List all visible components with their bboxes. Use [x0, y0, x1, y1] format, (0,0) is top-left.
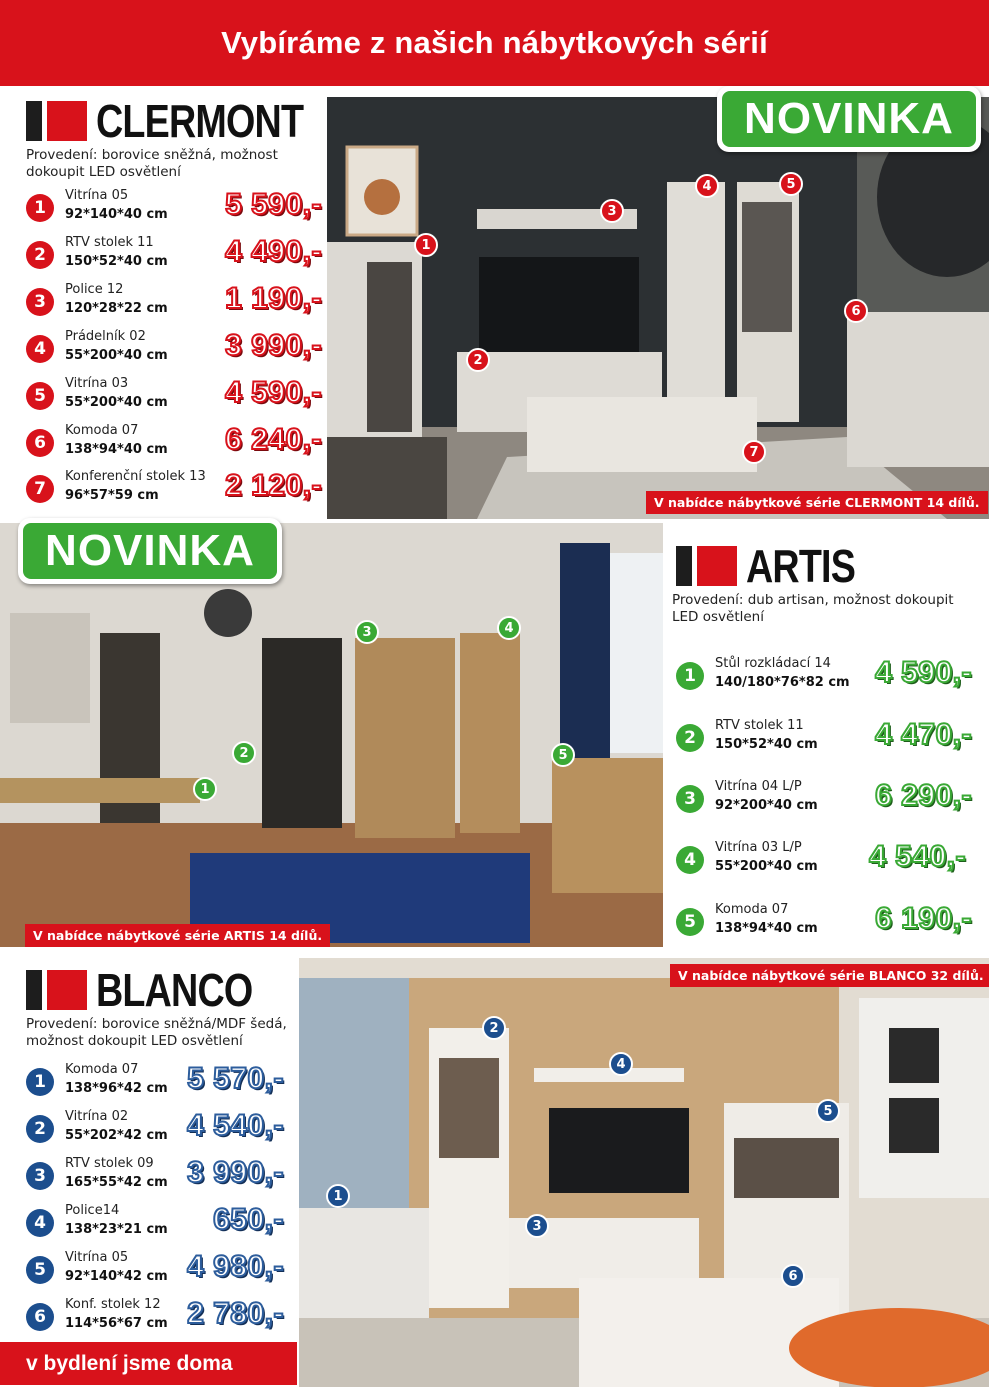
clermont-room-photo — [327, 97, 989, 519]
item-number: 6 — [26, 429, 54, 457]
item-dimensions: 150*52*40 cm — [65, 254, 168, 269]
blanco-logo — [26, 964, 287, 1016]
artis-description: Provedení: dub artisan, možnost dokoupit LED osvětlení — [672, 592, 954, 625]
list-item — [26, 469, 322, 513]
item-name: RTV stolek 09 — [65, 1156, 154, 1171]
item-name: Vitrína 03 — [65, 376, 129, 391]
item-number: 3 — [676, 785, 704, 813]
item-name: RTV stolek 11 — [715, 718, 804, 733]
list-item — [676, 718, 972, 762]
item-name: Vitrína 05 — [65, 188, 129, 203]
item-price: 5 590,- — [225, 188, 322, 221]
item-name: RTV stolek 11 — [65, 235, 154, 250]
novinka-label: NOVINKA — [722, 91, 976, 147]
item-price: 4 590,- — [875, 656, 972, 689]
item-dimensions: 138*96*42 cm — [65, 1081, 168, 1096]
photo-marker: 3 — [525, 1214, 549, 1238]
list-item — [26, 1062, 284, 1106]
item-dimensions: 138*23*21 cm — [65, 1222, 168, 1237]
artis-title: ARTIS — [746, 540, 856, 592]
photo-marker: 1 — [326, 1184, 350, 1208]
item-price: 650,- — [213, 1203, 284, 1236]
item-price: 6 240,- — [225, 423, 322, 456]
item-number: 2 — [26, 241, 54, 269]
page-title: Vybíráme z našich nábytkových sérií — [221, 25, 768, 60]
item-dimensions: 114*56*67 cm — [65, 1316, 168, 1331]
list-item — [26, 329, 322, 373]
item-dimensions: 138*94*40 cm — [65, 442, 168, 457]
item-price: 6 190,- — [875, 902, 972, 935]
item-price: 2 120,- — [225, 469, 322, 502]
item-dimensions: 55*202*42 cm — [65, 1128, 168, 1143]
list-item — [26, 376, 322, 420]
item-name: Police 12 — [65, 282, 124, 297]
item-name: Konferenční stolek 13 — [65, 469, 206, 484]
photo-marker: 4 — [609, 1052, 633, 1076]
item-name: Vitrína 05 — [65, 1250, 129, 1265]
item-dimensions: 150*52*40 cm — [715, 737, 818, 752]
clermont-room-illustration — [327, 97, 989, 519]
artis-novinka-badge — [18, 518, 282, 584]
blanco-description: Provedení: borovice sněžná/MDF šedá, možnost dokoupit LED osvětlení — [26, 1016, 287, 1049]
item-number: 5 — [676, 908, 704, 936]
photo-marker: 5 — [779, 172, 803, 196]
footer-slogan: v bydlení jsme doma — [26, 1351, 233, 1375]
list-item — [26, 1156, 284, 1200]
photo-marker: 2 — [232, 741, 256, 765]
list-item — [26, 1250, 284, 1294]
photo-marker: 5 — [816, 1099, 840, 1123]
item-price: 5 570,- — [187, 1062, 284, 1095]
item-name: Komoda 07 — [65, 423, 139, 438]
list-item — [26, 1109, 284, 1153]
item-price: 2 780,- — [187, 1297, 284, 1330]
list-item — [676, 902, 972, 946]
clermont-caption: V nabídce nábytkové série CLERMONT 14 dílů. — [646, 491, 988, 514]
artis-logo — [676, 540, 879, 592]
item-number: 1 — [676, 662, 704, 690]
item-number: 4 — [26, 1209, 54, 1237]
item-number: 4 — [26, 335, 54, 363]
list-item — [26, 282, 322, 326]
item-dimensions: 120*28*22 cm — [65, 301, 168, 316]
item-name: Vitrína 04 L/P — [715, 779, 802, 794]
item-name: Vitrína 02 — [65, 1109, 129, 1124]
item-number: 1 — [26, 194, 54, 222]
photo-marker: 7 — [742, 440, 766, 464]
item-number: 5 — [26, 1256, 54, 1284]
item-name: Prádelník 02 — [65, 329, 146, 344]
photo-marker: 1 — [414, 233, 438, 257]
item-number: 6 — [26, 1303, 54, 1331]
item-dimensions: 165*55*42 cm — [65, 1175, 168, 1190]
list-item — [26, 423, 322, 467]
item-price: 4 590,- — [225, 376, 322, 409]
item-dimensions: 92*200*40 cm — [715, 798, 818, 813]
item-name: Police14 — [65, 1203, 120, 1218]
item-price: 3 990,- — [225, 329, 322, 362]
list-item — [676, 779, 972, 823]
item-price: 6 290,- — [875, 779, 972, 812]
item-number: 3 — [26, 288, 54, 316]
item-price: 4 470,- — [875, 718, 972, 751]
item-price: 4 540,- — [187, 1109, 284, 1142]
item-name: Konf. stolek 12 — [65, 1297, 161, 1312]
photo-marker: 2 — [482, 1016, 506, 1040]
novinka-label: NOVINKA — [23, 523, 277, 579]
photo-marker: 4 — [497, 616, 521, 640]
artis-room-photo — [0, 523, 663, 947]
photo-marker: 6 — [844, 299, 868, 323]
item-dimensions: 96*57*59 cm — [65, 488, 159, 503]
item-dimensions: 140/180*76*82 cm — [715, 675, 850, 690]
list-item — [26, 1297, 284, 1341]
photo-marker: 6 — [781, 1264, 805, 1288]
item-dimensions: 92*140*40 cm — [65, 207, 168, 222]
item-number: 2 — [676, 724, 704, 752]
item-price: 3 990,- — [187, 1156, 284, 1189]
item-price: 1 190,- — [225, 282, 322, 315]
clermont-title: CLERMONT — [96, 95, 304, 147]
photo-marker: 4 — [695, 174, 719, 198]
photo-marker: 3 — [600, 199, 624, 223]
clermont-novinka-badge — [717, 86, 981, 152]
footer-banner — [0, 1342, 297, 1385]
photo-marker: 1 — [193, 777, 217, 801]
item-dimensions: 55*200*40 cm — [715, 859, 818, 874]
item-price: 4 490,- — [225, 235, 322, 268]
item-name: Vitrína 03 L/P — [715, 840, 802, 855]
list-item — [26, 235, 322, 279]
item-number: 1 — [26, 1068, 54, 1096]
item-number: 4 — [676, 846, 704, 874]
item-dimensions: 92*140*42 cm — [65, 1269, 168, 1284]
photo-marker: 5 — [551, 743, 575, 767]
photo-marker: 2 — [466, 348, 490, 372]
blanco-room-illustration — [299, 958, 989, 1387]
blanco-room-photo — [299, 958, 989, 1387]
list-item — [26, 188, 322, 232]
item-dimensions: 55*200*40 cm — [65, 348, 168, 363]
blanco-title: BLANCO — [96, 964, 253, 1016]
clermont-logo — [26, 95, 349, 147]
item-price: 4 980,- — [187, 1250, 284, 1283]
artis-caption: V nabídce nábytkové série ARTIS 14 dílů. — [25, 924, 330, 947]
top-banner — [0, 0, 989, 86]
blanco-caption: V nabídce nábytkové série BLANCO 32 dílů. — [670, 964, 989, 987]
item-number: 5 — [26, 382, 54, 410]
list-item — [676, 656, 972, 700]
photo-marker: 3 — [355, 620, 379, 644]
artis-room-illustration — [0, 523, 663, 947]
item-price: 4 540,- — [869, 840, 966, 873]
item-number: 3 — [26, 1162, 54, 1190]
list-item — [26, 1203, 284, 1247]
item-dimensions: 55*200*40 cm — [65, 395, 168, 410]
item-number: 2 — [26, 1115, 54, 1143]
item-name: Komoda 07 — [715, 902, 789, 917]
clermont-description: Provedení: borovice sněžná, možnost dokoupit LED osvětlení — [26, 147, 278, 180]
item-dimensions: 138*94*40 cm — [715, 921, 818, 936]
list-item — [676, 840, 966, 884]
item-name: Komoda 07 — [65, 1062, 139, 1077]
item-name: Stůl rozkládací 14 — [715, 656, 831, 671]
item-number: 7 — [26, 475, 54, 503]
